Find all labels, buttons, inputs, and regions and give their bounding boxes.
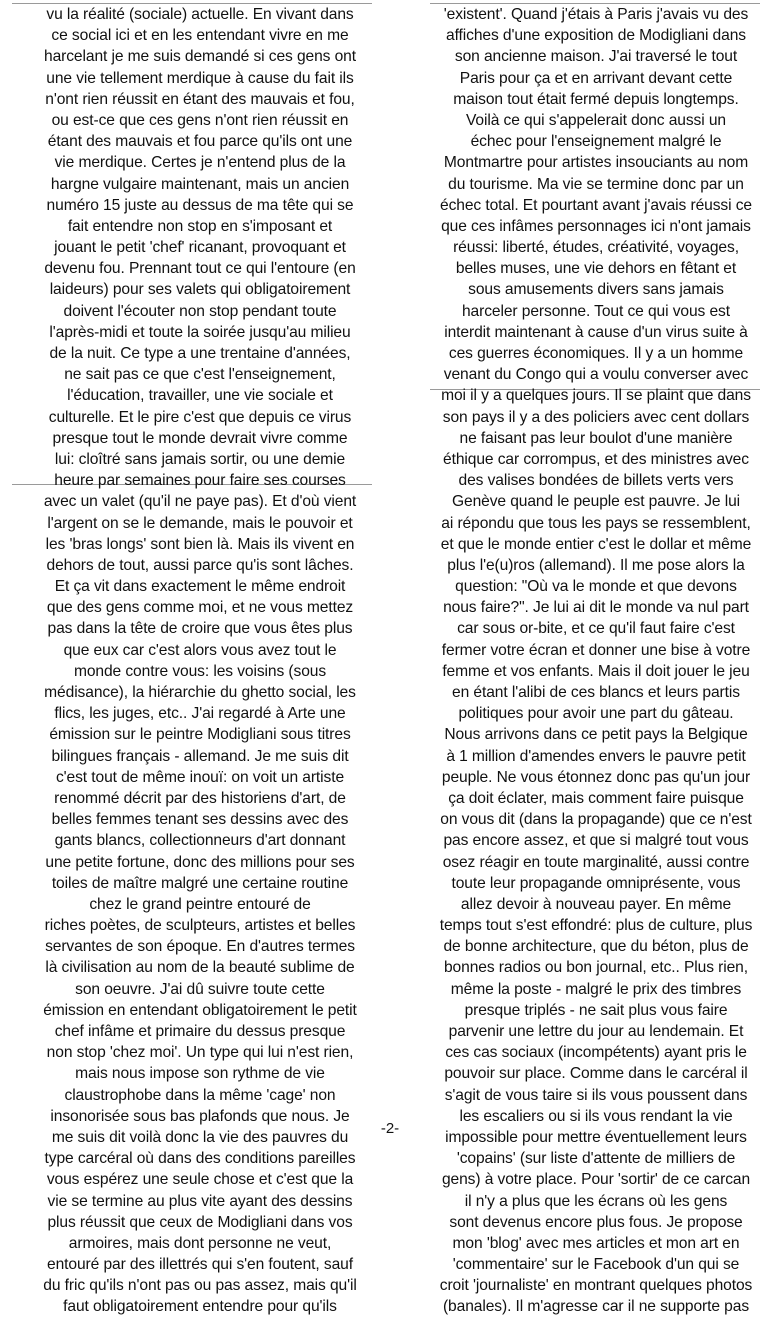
text-line: 'copains' (sur liste d'attente de milliers de (456, 1150, 736, 1168)
text-line: sous amusements divers sans jamais (468, 281, 724, 299)
text-line: une vie tellement merdique à cause du fait ils (46, 69, 354, 87)
text-line: devenu fou. Prennant tout ce qui l'entoure (en (44, 260, 356, 278)
text-line: dehors de tout, aussi parce qu'is sont lâches. (46, 556, 354, 574)
text-line: nous faire?". Je lui ai dit le monde va nul part (443, 599, 749, 617)
text-line: jouant le petit 'chef' ricanant, provoquant et (54, 239, 346, 257)
text-line: vu la réalité (sociale) actuelle. En vivant dans (46, 6, 354, 23)
text-line: maison tout était fermé depuis longtemps. (453, 90, 739, 108)
text-line: riches poètes, de sculpteurs, artistes et belles (44, 917, 356, 935)
text-line: belles femmes tenant ses dessins avec des (51, 811, 349, 829)
text-line: Voilà ce qui s'appelerait donc aussi un (465, 111, 726, 129)
text-line: temps tout s'est effondré: plus de culture, plus (439, 917, 753, 935)
text-line: ne faisant pas leur boulot d'une manière (459, 429, 733, 447)
text-line: claustrophobe dans la même 'cage' non (64, 1086, 336, 1104)
text-line: harceler personne. Tout ce qui vous est (461, 302, 730, 320)
text-line: chef infâme et primaire du dessus presque (54, 1023, 346, 1040)
text-line: n'ont rien réussit en étant des mauvais et fou, (45, 90, 355, 108)
text-line: 'existent'. Quand j'étais à Paris j'avais vu des (443, 6, 749, 23)
text-line: émission en entendant obligatoirement le petit (43, 1001, 357, 1019)
text-line: l'après-midi et toute la soirée jusqu'au milieu (49, 323, 351, 341)
text-line: de la nuit. Ce type a une trentaine d'années, (49, 345, 351, 362)
text-line: échec total. Et pourtant avant j'avais réussi ce (440, 196, 752, 214)
text-line: culturelle. Et le pire c'est que depuis ce virus (48, 408, 352, 426)
text-line: type carcéral où dans des conditions pareilles (44, 1150, 356, 1168)
text-line: faut obligatoirement entendre pour qu'ils (63, 1298, 337, 1316)
text-line: gants blancs, collectionneurs d'art donnant (54, 832, 346, 850)
text-line: mon 'blog' avec mes articles et mon art en (452, 1234, 740, 1252)
text-line: Montmartre pour artistes insouciants au nom (443, 154, 749, 172)
text-line: numéro 15 juste au dessus de ma tête qui se (46, 196, 354, 214)
text-line: me suis dit voilà donc la vie des pauvres du (51, 1128, 349, 1146)
text-line: que des gens comme moi, et ne vous mettez (46, 599, 354, 617)
text-line: mais nous impose son rythme de vie (75, 1065, 325, 1083)
text-line: l'argent on se le demande, mais le pouvoir et (47, 514, 353, 532)
text-line: non stop 'chez moi'. Un type qui lui n'est rien, (46, 1044, 354, 1062)
text-line: du fric qu'ils n'ont pas ou pas assez, mais qu'il (43, 1277, 357, 1295)
text-line: monde contre vous: les voisins (sous (73, 662, 327, 680)
text-line: Nous arrivons dans ce petit pays la Belgique (444, 726, 748, 744)
text-line: son pays il y a des policiers avec cent dollars (442, 408, 750, 426)
text-line: vie merdique. Certes je n'entend plus de la (54, 154, 346, 172)
text-line: servantes de son époque. En d'autres termes (45, 938, 355, 956)
text-line: pas encore assez, et que si malgré tout vous (443, 832, 749, 850)
text-line: s'agit de vous taire si ils vous poussent dans (444, 1086, 748, 1104)
text-line: femme et vos enfants. Mais il doit jouer le jeu (442, 662, 750, 680)
text-line: affiches d'une exposition de Modigliani dans (446, 27, 746, 45)
text-line: osez réagir en toute marginalité, aussi contre (442, 853, 750, 871)
text-line: les 'bras longs' sont bien là. Mais ils vivent en (45, 535, 355, 553)
text-line: toiles de maître malgré une certaine routine (51, 874, 349, 892)
text-line: vous espérez une seule chose et c'est que la (46, 1171, 354, 1189)
text-line: pouvoir sur place. Comme dans le carcéral il (444, 1065, 748, 1083)
text-line: avec un valet (qu'il ne paye pas). Et d'où vient (43, 493, 357, 511)
text-line: de bonne architecture, que du béton, plus de (443, 938, 749, 956)
text-line: politiques pour avoir une part du gâteau. (458, 705, 734, 723)
text-line: et que le monde entier c'est le dollar et même (440, 535, 752, 553)
text-line: impossible pour mettre éventuellement leurs (445, 1128, 747, 1146)
text-line: bilingues français - allemand. Je me suis dit (51, 747, 349, 765)
text-line: hargne vulgaire maintenant, mais un ancien (50, 175, 350, 193)
text-line: du tourisme. Ma vie se termine donc par un (448, 175, 744, 193)
text-line: toute leur propagande omniprésente, vous (451, 874, 741, 892)
text-line: plus l'e(u)ros (allemand). Il me pose alors la (447, 556, 745, 574)
text-line: émission sur le peintre Modigliani sous titres (49, 726, 351, 744)
text-line: éthique car corrompus, et des ministres avec (443, 450, 749, 468)
text-line: armoires, mais dont personne ne veut, (68, 1234, 332, 1252)
text-line: croit 'journaliste' en montrant quelques photos (439, 1277, 753, 1295)
text-line: ces cas sociaux (incompétents) ayant pris le (445, 1044, 747, 1062)
text-line: ne sait pas ce que c'est l'enseignement, (64, 366, 336, 384)
text-line: fait entendre non stop en s'imposant et (67, 217, 333, 235)
text-line: sont devenus encore plus fous. Je propose (449, 1213, 743, 1231)
text-line: flics, les juges, etc.. J'ai regardé à Arte une (54, 705, 346, 723)
text-line: entouré par des illettrés qui s'en foutent, sauf (47, 1256, 353, 1274)
text-line: pas dans la tête de croire que vous êtes plus (47, 620, 353, 638)
text-line: échec pour l'enseignement malgré le (470, 133, 722, 151)
text-line: que eux car c'est alors vous avez tout le (63, 641, 337, 659)
text-line: c'est tout de même inouï: on voit un artiste (55, 768, 345, 786)
text-line: une petite fortune, donc des millions pour ses (45, 853, 355, 871)
text-line: presque tout le monde devrait vivre comme (52, 429, 348, 447)
text-line: ce social ici et en les entendant vivre en me (51, 27, 349, 45)
text-line: on vous dit (dans la propagande) que ce n'est (440, 811, 752, 829)
text-line: réussi: liberté, études, créativité, voyages, (453, 239, 739, 257)
text-line: doivent l'écouter non stop pendant toute (63, 302, 337, 320)
text-line: car sous or-bite, et ce qu'il faut faire c'est (457, 620, 735, 638)
text-line: médisance), la hiérarchie du ghetto social, les (44, 684, 356, 701)
text-line: lui: cloîtré sans jamais sortir, ou une demie (54, 450, 346, 468)
text-line: à 1 million d'amendes envers le pauvre petit (446, 747, 746, 765)
text-line: son ancienne maison. J'ai traversé le tout (454, 48, 738, 66)
text-line: des valises bondées de billets verts vers (458, 472, 734, 490)
text-line: plus réussit que ceux de Modigliani dans vos (47, 1213, 353, 1231)
text-line: allez devoir à nouveau payer. En même (460, 895, 732, 913)
text-line: presque triplés - ne sait plus vous faire (464, 1001, 728, 1019)
text-line: même la poste - malgré le prix des timbres (450, 980, 742, 998)
text-line: en étant l'alibi de ces blancs et leurs partis (452, 684, 740, 701)
text-line: fermer votre écran et donner une bise à votre (441, 641, 751, 659)
text-line: ces guerres économiques. Il y a un homme (448, 345, 744, 362)
text-line: venant du Congo qui a voulu converser avec (443, 366, 749, 384)
text-line: belles muses, une vie dehors en fêtant et (455, 260, 737, 278)
text-line: les escaliers ou si ils vous rendant la vie (459, 1107, 733, 1125)
text-line: chez le grand peintre entouré de (89, 895, 311, 913)
text-line: l'éducation, travailler, une vie sociale et (67, 387, 333, 405)
text-line: Paris pour ça et en arrivant devant cette (459, 69, 733, 87)
text-line: il n'y a plus que les écrans où les gens (464, 1192, 728, 1210)
text-line: (banales). Il m'agresse car il ne supporte pas (442, 1298, 750, 1316)
text-line: parvenir une lettre du jour au lendemain. Et (448, 1023, 744, 1040)
text-line: ai répondu que tous les pays se ressemblent, (441, 514, 751, 532)
text-line: là civilisation au nom de la beauté sublime de (45, 959, 355, 977)
text-line: Genève quand le peuple est pauvre. Je lui (451, 493, 741, 511)
text-line: bonnes radios ou bon journal, etc.. Plus rien, (443, 959, 748, 977)
text-line: son oeuvre. J'ai dû suivre toute cette (75, 980, 325, 998)
text-line: 'commentaire' sur le Facebook d'un qui se (452, 1256, 740, 1274)
text-line: heure par semaines pour faire ses courses (54, 472, 346, 490)
text-line: question: "Où va le monde et que devons (455, 578, 737, 596)
text-line: Et ça vit dans exactement le même endroit (54, 578, 346, 596)
page-number: -2- (380, 1120, 400, 1137)
text-line: que ces infâmes personnages ici n'ont jamais (441, 217, 751, 235)
text-line: harcelant je me suis demandé si ces gens ont (44, 48, 356, 66)
text-line: laideurs) pour ses valets qui obligatoirement (49, 281, 351, 299)
text-line: étant des mauvais et fou parce qu'ils ont une (47, 133, 353, 151)
text-line: gens) à votre place. Pour 'sortir' de ce carcan (441, 1171, 751, 1189)
text-line: insonorisée sous bas plafonds que nous. Je (50, 1107, 350, 1125)
text-line: ça doit éclater, mais comment faire puisque (448, 789, 744, 807)
text-line: vie se termine au plus vite ayant des dessins (47, 1192, 353, 1210)
text-line: interdit maintenant à cause d'un virus suite à (444, 323, 748, 341)
text-line: moi il y a quelques jours. Il se plaint que dans (441, 387, 751, 405)
text-line: renommé décrit par des historiens d'art, de (54, 789, 346, 807)
text-line: peuple. Ne vous étonnez donc pas qu'un jour (441, 768, 751, 786)
text-line: ou est-ce que ces gens n'ont rien réussit en (51, 111, 349, 129)
